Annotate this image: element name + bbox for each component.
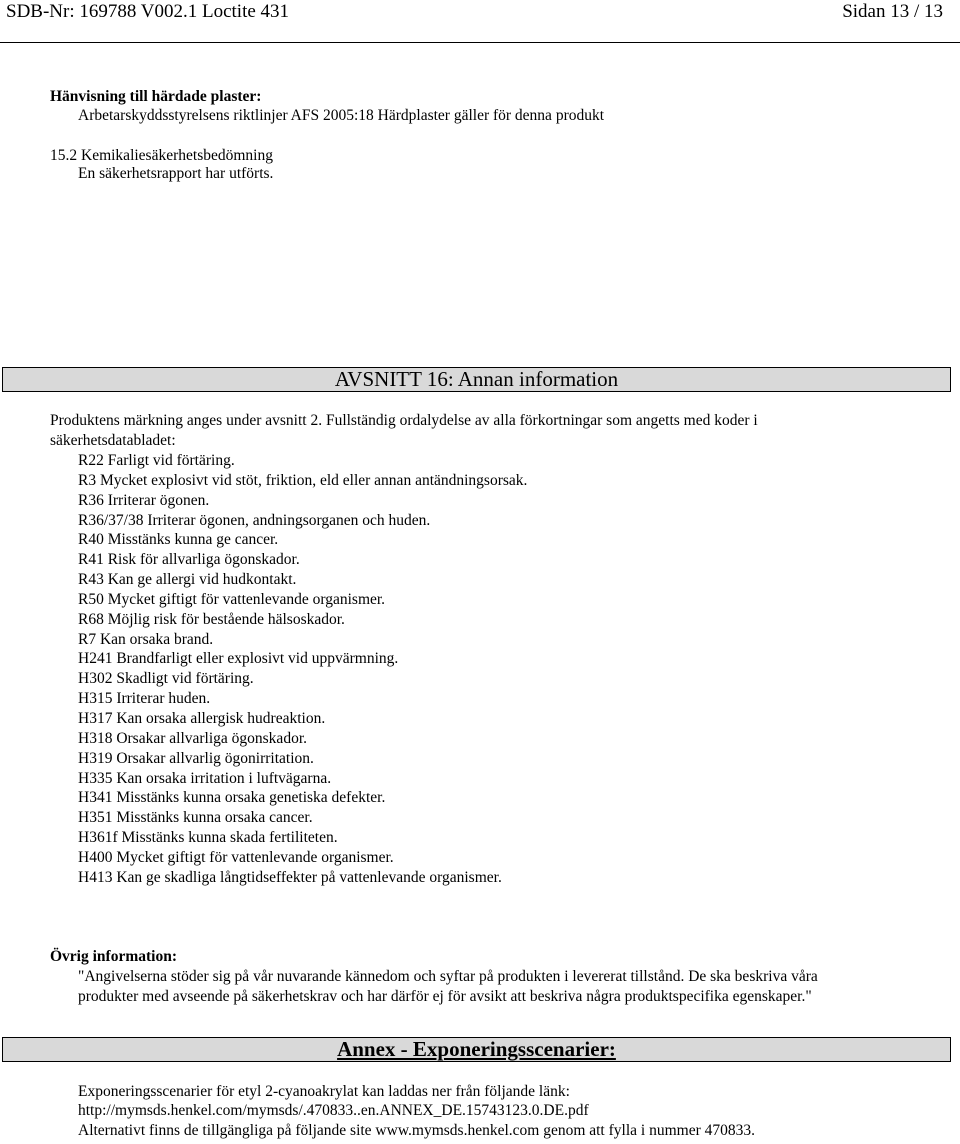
- list-item: H317 Kan orsaka allergisk hudreaktion.: [78, 709, 326, 727]
- list-item: R22 Farligt vid förtäring.: [78, 452, 235, 469]
- list-item: H241 Brandfarligt eller explosivt vid uppvärmning.: [78, 650, 399, 668]
- hazard-phrase-list: [78, 451, 527, 888]
- list-item: H302 Skadligt vid förtäring.: [78, 670, 254, 688]
- annex-band: [2, 1037, 951, 1062]
- list-item: R7 Kan orsaka brand.: [78, 630, 214, 648]
- other-info-heading: Övrig information:: [50, 948, 177, 965]
- list-item: H351 Misstänks kunna orsaka cancer.: [78, 809, 313, 827]
- list-item: H335 Kan orsaka irritation i luftvägarna.: [78, 769, 332, 787]
- list-item: R3 Mycket explosivt vid stöt, friktion, eld eller annan antändningsorsak.: [78, 471, 528, 489]
- other-info-line1: "Angivelserna stöder sig på vår nuvarande kännedom och syftar på produkten i levererat tillstånd. De ska beskriva våra: [78, 968, 818, 985]
- list-item: H319 Orsakar allvarlig ögonirritation.: [78, 749, 314, 767]
- document-id: SDB-Nr: 169788 V002.1 Loctite 431: [6, 1, 290, 22]
- list-item: R50 Mycket giftigt för vattenlevande organismer.: [78, 590, 386, 608]
- list-item: H400 Mycket giftigt för vattenlevande organismer.: [78, 848, 394, 866]
- header-rule: [0, 42, 960, 43]
- list-item: H341 Misstänks kunna orsaka genetiska defekter.: [78, 789, 386, 807]
- annex-line1: Exponeringsscenarier för etyl 2-cyanoakrylat kan laddas ner från följande länk:: [78, 1083, 570, 1100]
- chemical-safety-heading: 15.2 Kemikaliesäkerhetsbedömning: [50, 147, 273, 164]
- list-item: R41 Risk för allvarliga ögonskador.: [78, 551, 300, 569]
- annex-link[interactable]: http://mymsds.henkel.com/mymsds/.470833..en.ANNEX_DE.15743123.0.DE.pdf: [78, 1102, 589, 1119]
- page-number: Sidan 13 / 13: [842, 1, 943, 22]
- list-item: H413 Kan ge skadliga långtidseffekter på vattenlevande organismer.: [78, 868, 502, 886]
- chemical-safety-text: En säkerhetsrapport har utförts.: [78, 165, 274, 182]
- list-item: R68 Möjlig risk för bestående hälsoskador.: [78, 610, 345, 628]
- hardened-plastics-text: Arbetarskyddsstyrelsens riktlinjer AFS 2005:18 Härdplaster gäller för denna produkt: [78, 107, 605, 124]
- section-16-band: [2, 367, 951, 392]
- section-16-intro-line2: säkerhetsdatabladet:: [50, 432, 176, 449]
- list-item: H318 Orsakar allvarliga ögonskador.: [78, 729, 307, 747]
- list-item: R40 Misstänks kunna ge cancer.: [78, 531, 279, 549]
- list-item: R43 Kan ge allergi vid hudkontakt.: [78, 571, 297, 589]
- list-item: R36/37/38 Irriterar ögonen, andningsorganen och huden.: [78, 511, 431, 529]
- section-16-title: AVSNITT 16: Annan information: [334, 367, 619, 391]
- list-item: R36 Irriterar ögonen.: [78, 491, 210, 509]
- list-item: H315 Irriterar huden.: [78, 690, 211, 708]
- other-info-line2: produkter med avseende på säkerhetskrav och har därför ej för avsikt att beskriva några produktspecifika egenskaper.": [78, 988, 812, 1005]
- section-16-intro-line1: Produktens märkning anges under avsnitt 2. Fullständig ordalydelse av alla förkortningar som angetts med koder i: [50, 412, 758, 429]
- list-item: H361f Misstänks kunna skada fertiliteten.: [78, 829, 338, 847]
- annex-title: Annex - Exponeringsscenarier:: [337, 1037, 616, 1061]
- annex-line3: Alternativt finns de tillgängliga på följande site www.mymsds.henkel.com genom att fylla i nummer 470833.: [78, 1122, 755, 1139]
- hardened-plastics-heading: Hänvisning till härdade plaster:: [50, 88, 262, 105]
